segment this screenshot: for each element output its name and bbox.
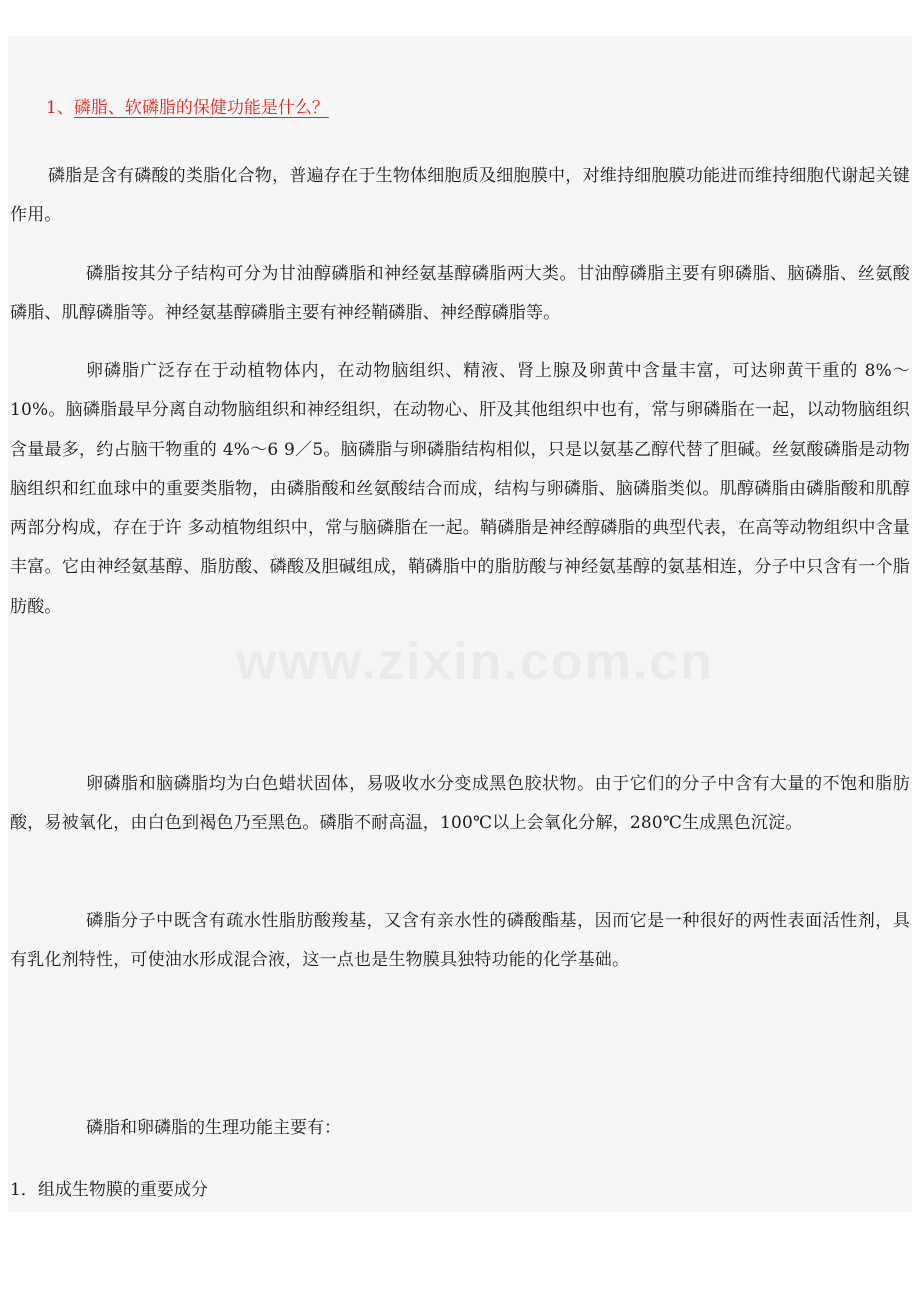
paragraph-intro: 磷脂是含有磷酸的类脂化合物，普遍存在于生物体细胞质及细胞膜中，对维持细胞膜功能进而维持细胞代谢起关键作用。 (10, 166, 910, 226)
document-page (8, 36, 912, 1212)
heading-link-text[interactable]: 磷脂、软磷脂的保健功能是什么？ (73, 98, 329, 118)
heading-number: 1、 (46, 98, 74, 118)
paragraph-surfactant: 磷脂分子中既含有疏水性脂肪酸羧基，又含有亲水性的磷酸酯基，因而它是一种很好的两性表面活性剂，具有乳化剂特性，可使油水形成混合液，这一点也是生物膜具独特功能的化学基础。 (10, 911, 910, 971)
paragraph-lecithin-cephalin: 卵磷脂广泛存在于动植物体内，在动物脑组织、精液、肾上腺及卵黄中含量丰富，可达卵黄干重的 8%～10%。脑磷脂最早分离自动物脑组织和神经组织，在动物心、肝及其他组织中也有，常与卵磷脂在一起，以动物脑组织含量最多，约占脑干物重的 4%～6 9／5。脑磷脂与卵磷脂结构相似，只是以氨基乙醇代替了胆碱。丝氨酸磷脂是动物脑组织和红血球中的重要类脂物，由磷脂酸和丝氨酸结合而成，结构与卵磷脂、脑磷脂类似。肌醇磷脂由磷脂酸和肌醇两部分构成，存在于许 多动植物组织中，常与脑磷脂在一起。鞘磷脂是神经醇磷脂的典型代表，在高等动物组织中含量丰富。它由神经氨基醇、脂肪酸、磷酸及胆碱组成，鞘磷脂中的脂肪酸与神经氨基醇的氨基相连，分子中只含有一个脂肪酸。 (10, 361, 911, 617)
watermark-logo: www.zixin.com.cn (236, 633, 714, 691)
question-heading[interactable] (46, 96, 329, 120)
paragraph-properties: 卵磷脂和脑磷脂均为白色蜡状固体，易吸收水分变成黑色胶状物。由于它们的分子中含有大量的不饱和脂肪酸，易被氧化，由白色到褐色乃至黑色。磷脂不耐高温，100℃以上会氧化分解，280℃生成黑色沉淀。 (10, 774, 910, 834)
functions-subheading: 磷脂和卵磷脂的生理功能主要有： (86, 1118, 341, 1138)
paragraph-classification: 磷脂按其分子结构可分为甘油醇磷脂和神经氨基醇磷脂两大类。甘油醇磷脂主要有卵磷脂、脑磷脂、丝氨酸磷脂、肌醇磷脂等。神经氨基醇磷脂主要有神经鞘磷脂、神经醇磷脂等。 (10, 264, 910, 324)
list-item: 1．组成生物膜的重要成分 (10, 1180, 208, 1200)
